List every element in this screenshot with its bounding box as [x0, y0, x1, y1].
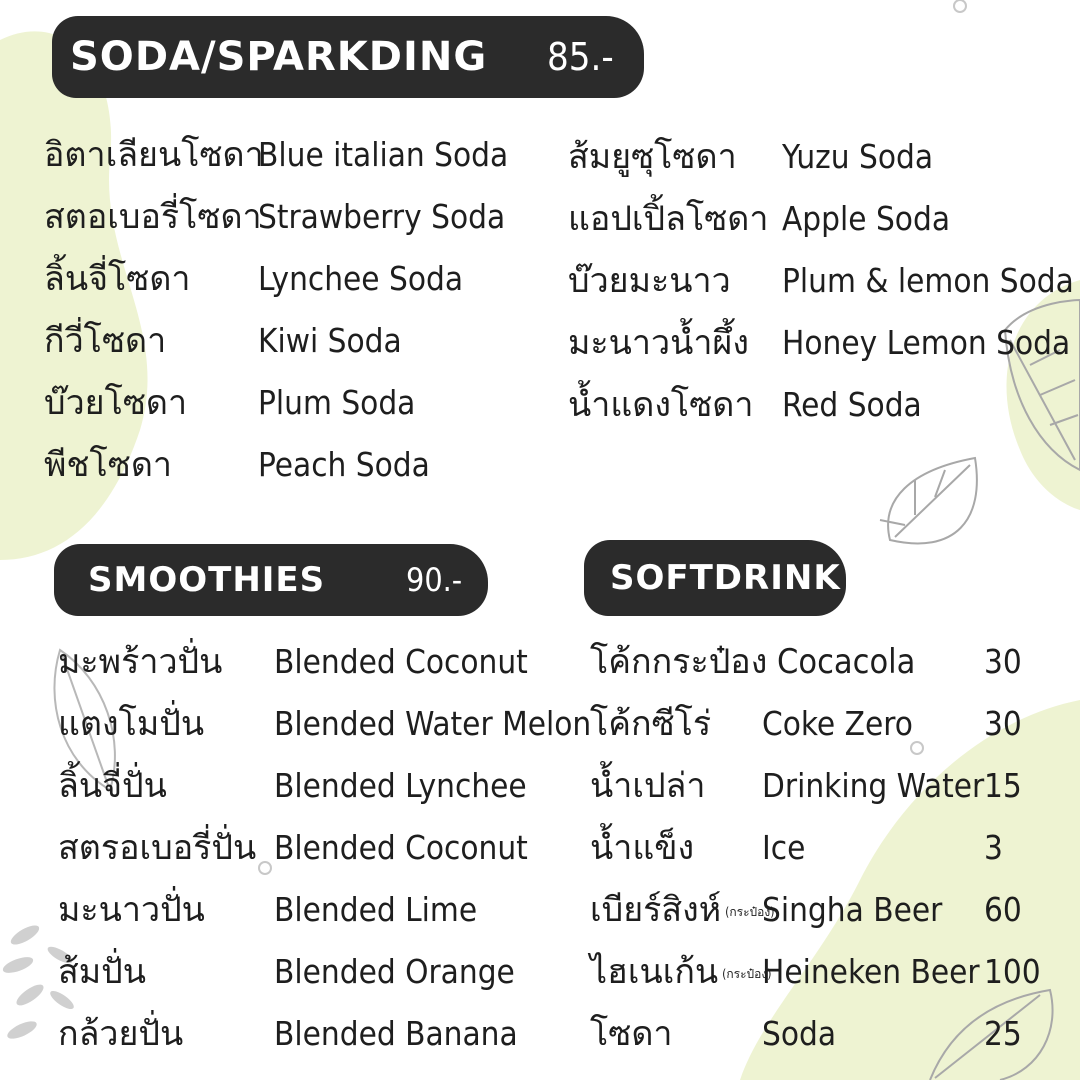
smoothies-section-price: 90.-	[406, 561, 463, 599]
can-note: (กระป๋อง)	[722, 966, 772, 981]
dot-decoration	[259, 862, 271, 874]
menu-item-thai: แตงโมปั่น	[58, 704, 205, 744]
menu-item-thai	[590, 828, 695, 868]
item-price: 30	[984, 642, 1022, 681]
menu-item-thai	[590, 1014, 673, 1054]
menu-item-english: Honey Lemon Soda	[782, 323, 1071, 362]
menu-item-english: Yuzu Soda	[782, 137, 934, 176]
menu-item-thai: กล้วยปั่น	[58, 1014, 184, 1054]
softdrink-section-title: SOFTDRINK	[610, 558, 841, 598]
menu-item-english: Lynchee Soda	[258, 259, 464, 298]
smoothies-section-title: SMOOTHIES	[88, 560, 326, 600]
menu-item-thai	[590, 704, 712, 744]
menu-item-english: Red Soda	[782, 385, 922, 424]
smoothies-section-banner	[54, 544, 488, 616]
dot-decoration	[911, 742, 923, 754]
menu-item-thai: ส้มยูซุโซดา	[568, 137, 737, 177]
menu-item-english: Coke Zero	[762, 704, 913, 743]
menu-item-thai-text: โซดา	[590, 1014, 673, 1054]
menu-item-english: Ice	[762, 828, 806, 867]
menu-item-thai: บ๊วยโซดา	[44, 383, 188, 423]
menu-item-thai: ส้มปั่น	[58, 952, 146, 992]
menu-item-english: Plum & lemon Soda	[782, 261, 1074, 300]
menu-item-english: Singha Beer	[762, 890, 943, 929]
menu-item-english: Blended Water Melon	[274, 704, 592, 743]
menu-item-thai: แอปเปิ้ลโซดา	[568, 199, 769, 239]
menu-item-thai-text: โค้กกระป๋อง Cocacola	[590, 642, 916, 682]
menu-item-english: Soda	[762, 1014, 837, 1053]
soda-section-price: 85.-	[547, 35, 614, 79]
menu-item-thai-text: น้ำแข็ง	[590, 828, 695, 868]
menu-item-thai	[590, 766, 706, 806]
menu-item-english: Strawberry Soda	[258, 197, 506, 236]
menu-item-thai	[590, 890, 775, 930]
menu-item-english: Plum Soda	[258, 383, 416, 422]
menu-item-english: Blended Banana	[274, 1014, 518, 1053]
menu-item-thai: มะนาวปั่น	[58, 890, 205, 930]
menu-item-english: Blended Coconut	[274, 642, 528, 681]
menu-item-english: Peach Soda	[258, 445, 430, 484]
menu-item-english: Apple Soda	[782, 199, 951, 238]
menu-item-thai: อิตาเลียนโซดา	[44, 135, 264, 175]
menu-item-thai-text: ไฮเนเก้น	[590, 952, 719, 992]
menu-item-thai	[590, 642, 916, 682]
menu-item-english: Blended Lynchee	[274, 766, 527, 805]
menu-item-thai: สตอเบอรี่โซดา	[44, 197, 262, 237]
menu-item-english: Drinking Water	[762, 766, 985, 805]
soda-section-banner	[52, 16, 644, 98]
item-price: 3	[984, 828, 1003, 867]
item-price: 15	[984, 766, 1022, 805]
item-price: 60	[984, 890, 1022, 929]
menu-item-thai: มะนาวน้ำผึ้ง	[568, 323, 749, 363]
menu-item-thai: สตรอเบอรี่ปั่น	[58, 828, 257, 868]
softdrink-section-banner	[584, 540, 846, 616]
menu-item-thai: พีชโซดา	[44, 445, 172, 485]
dot-decoration	[954, 0, 966, 12]
menu-item-thai: มะพร้าวปั่น	[58, 642, 223, 682]
menu-item-english: Blue italian Soda	[258, 135, 509, 174]
item-price: 30	[984, 704, 1022, 743]
menu-item-english: Kiwi Soda	[258, 321, 402, 360]
menu-item-thai: บ๊วยมะนาว	[568, 261, 731, 301]
menu-item-thai-text: โค้กซีโร่	[590, 704, 712, 744]
menu-item-english: Blended Lime	[274, 890, 478, 929]
soda-section-title: SODA/SPARKDING	[70, 34, 488, 80]
menu-item-thai-text: น้ำเปล่า	[590, 766, 706, 806]
menu-item-thai: ลิ้นจี่ปั่น	[58, 766, 167, 806]
menu-item-thai: น้ำแดงโซดา	[568, 385, 754, 425]
item-price: 25	[984, 1014, 1022, 1053]
menu-item-thai	[590, 952, 772, 992]
can-note: (กระป๋อง)	[725, 904, 775, 919]
item-price: 100	[984, 952, 1041, 991]
menu-item-thai: ลิ้นจี่โซดา	[44, 259, 191, 299]
menu-item-english: Blended Coconut	[274, 828, 528, 867]
menu-item-thai: กีวี่โซดา	[44, 321, 167, 361]
menu-item-english: Heineken Beer	[762, 952, 980, 991]
menu-item-thai-text: เบียร์สิงห์	[590, 890, 722, 930]
menu-item-english: Blended Orange	[274, 952, 515, 991]
leaf-icon	[880, 458, 977, 543]
